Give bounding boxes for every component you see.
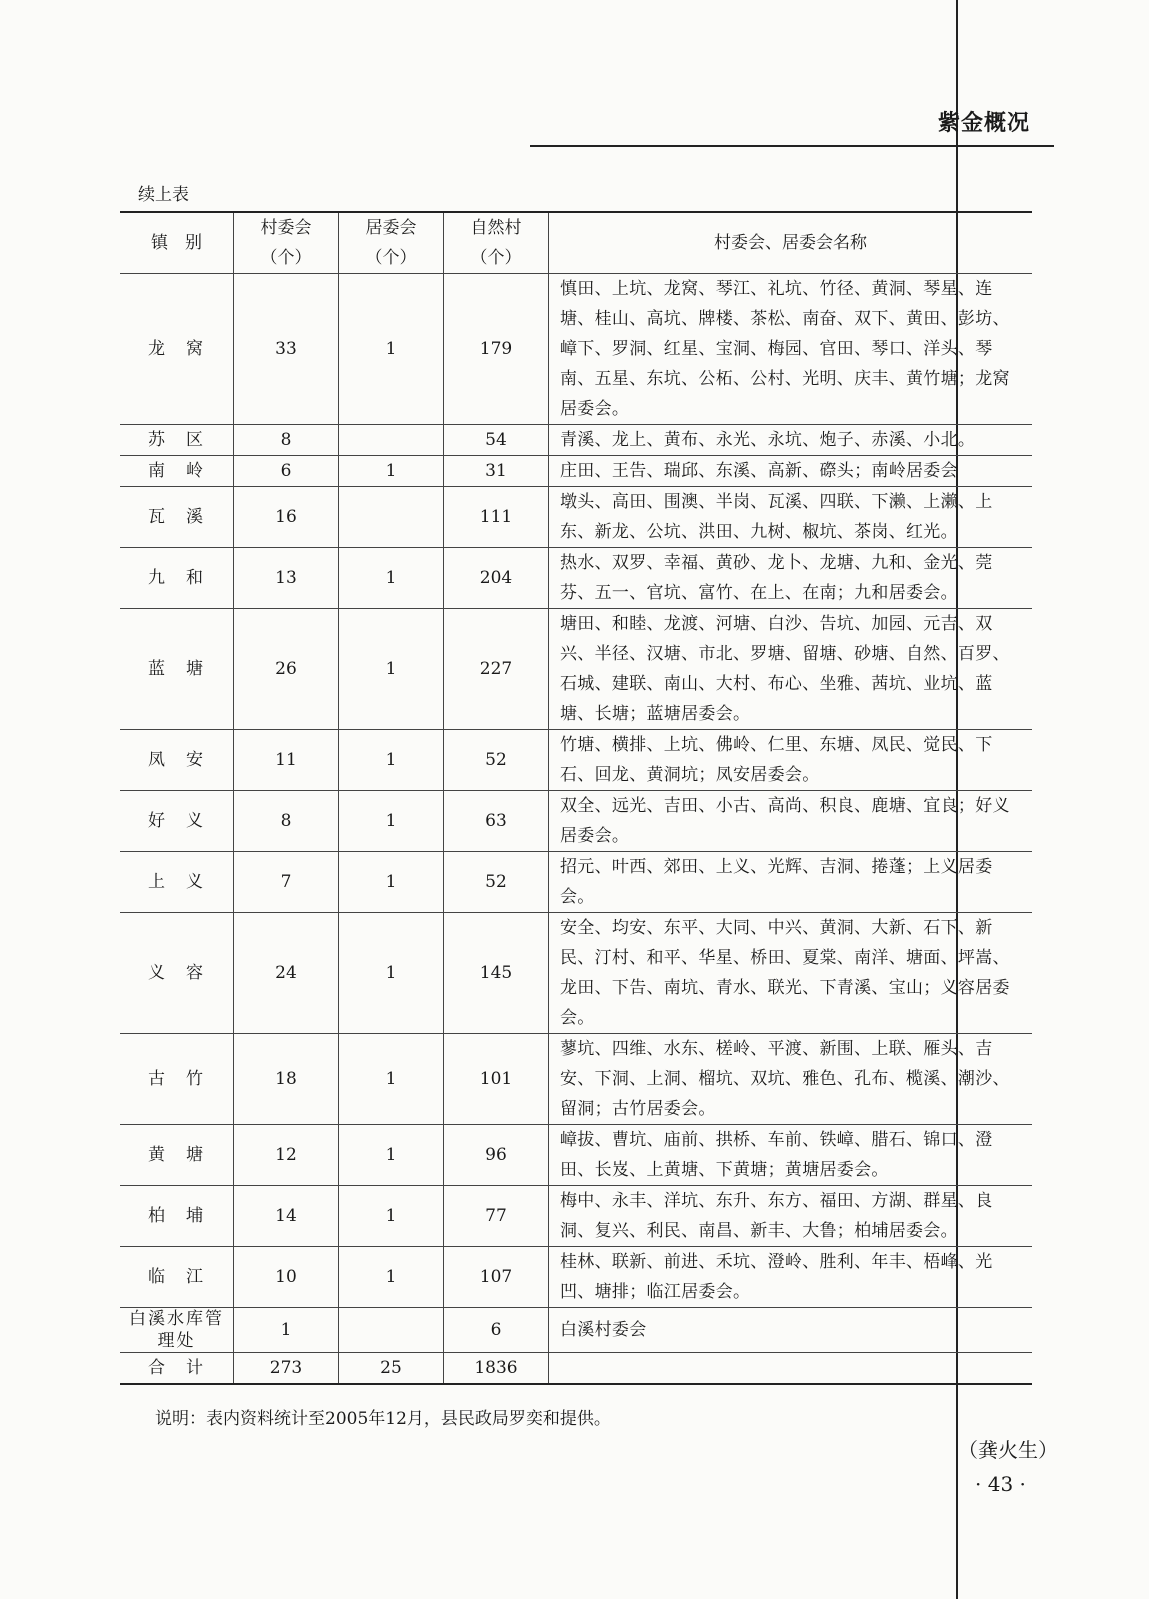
table-row: [120, 274, 1032, 425]
table-row: [120, 548, 1032, 609]
row-residents-committees: 1: [339, 609, 444, 730]
row-town: 龙 窝: [120, 274, 234, 425]
row-natural-villages: 204: [444, 548, 549, 609]
row-residents-committees: 1: [339, 791, 444, 852]
table-row: [120, 913, 1032, 1034]
header-residents-committees-label: 居委会: [365, 218, 417, 238]
table-row: [120, 1353, 1032, 1385]
row-village-committees: 26: [234, 609, 339, 730]
row-village-committees: 273: [234, 1353, 339, 1385]
row-village-committees: 24: [234, 913, 339, 1034]
row-residents-committees: 1: [339, 852, 444, 913]
row-village-committees: 33: [234, 274, 339, 425]
row-village-committees: 11: [234, 730, 339, 791]
row-natural-villages: 52: [444, 730, 549, 791]
row-residents-committees: 1: [339, 548, 444, 609]
row-natural-villages: 227: [444, 609, 549, 730]
row-names: 安全、均安、东平、大同、中兴、黄洞、大新、石下、新民、汀村、和平、华星、桥田、夏棠、南洋、塘面、坪嵩、龙田、下告、南坑、青水、联光、下青溪、宝山；义容居委会。: [549, 913, 1033, 1034]
table-row: [120, 1186, 1032, 1247]
header-village-committees-label: 村委会: [260, 218, 312, 238]
header-town: 镇 别: [120, 212, 234, 274]
row-village-committees: 16: [234, 487, 339, 548]
row-town: 凤 安: [120, 730, 234, 791]
row-natural-villages: 6: [444, 1308, 549, 1353]
row-town: 黄 塘: [120, 1125, 234, 1186]
row-natural-villages: 52: [444, 852, 549, 913]
row-residents-committees: 1: [339, 913, 444, 1034]
row-town: 好 义: [120, 791, 234, 852]
row-natural-villages: 107: [444, 1247, 549, 1308]
villages-table: [120, 211, 1032, 1385]
page-header-title: 紫金概况: [938, 111, 1031, 136]
row-residents-committees: [339, 425, 444, 456]
row-names: 塘田、和睦、龙渡、河塘、白沙、告坑、加园、元吉、双兴、半径、汉塘、市北、罗塘、留塘、砂塘、自然、百罗、石城、建联、南山、大村、布心、坐雅、茜坑、业坑、蓝塘、长塘；蓝塘居委会。: [549, 609, 1033, 730]
row-town: 九 和: [120, 548, 234, 609]
table-row: [120, 487, 1032, 548]
row-names: 梅中、永丰、洋坑、东升、东方、福田、方湖、群星、良洞、复兴、利民、南昌、新丰、大鲁；柏埔居委会。: [549, 1186, 1033, 1247]
row-village-committees: 12: [234, 1125, 339, 1186]
row-names: 竹塘、横排、上坑、佛岭、仁里、东塘、凤民、觉民、下石、回龙、黄洞坑；凤安居委会。: [549, 730, 1033, 791]
table-row: [120, 1034, 1032, 1125]
row-names: 蓼坑、四维、水东、槎岭、平渡、新围、上联、雁头、吉安、下洞、上洞、榴坑、双坑、雅色、孔布、榄溪、潮沙、留洞；古竹居委会。: [549, 1034, 1033, 1125]
header-names: 村委会、居委会名称: [549, 212, 1033, 274]
row-natural-villages: 101: [444, 1034, 549, 1125]
row-natural-villages: 63: [444, 791, 549, 852]
row-residents-committees: 1: [339, 730, 444, 791]
row-town: 临 江: [120, 1247, 234, 1308]
row-residents-committees: 1: [339, 1186, 444, 1247]
row-natural-villages: 145: [444, 913, 549, 1034]
table-row: [120, 425, 1032, 456]
row-names: 双全、远光、吉田、小古、高尚、积良、鹿塘、宜良；好义居委会。: [549, 791, 1033, 852]
row-names: 招元、叶西、郊田、上义、光辉、吉洞、捲蓬；上义居委会。: [549, 852, 1033, 913]
row-village-committees: 8: [234, 791, 339, 852]
row-town: 苏 区: [120, 425, 234, 456]
row-town: 柏 埔: [120, 1186, 234, 1247]
row-village-committees: 7: [234, 852, 339, 913]
row-natural-villages: 179: [444, 274, 549, 425]
table-row: [120, 791, 1032, 852]
row-natural-villages: 1836: [444, 1353, 549, 1385]
header-village-committees-unit: （个）: [260, 248, 312, 268]
table-row: [120, 1125, 1032, 1186]
row-names: 热水、双罗、幸福、黄砂、龙卜、龙塘、九和、金光、莞芬、五一、官坑、富竹、在上、在南；九和居委会。: [549, 548, 1033, 609]
page-number: · 43 ·: [975, 1472, 1026, 1496]
table-row: [120, 609, 1032, 730]
table-row: [120, 730, 1032, 791]
row-names: [549, 1353, 1033, 1385]
row-residents-committees: 25: [339, 1353, 444, 1385]
table-row: [120, 852, 1032, 913]
row-natural-villages: 96: [444, 1125, 549, 1186]
row-village-committees: 1: [234, 1308, 339, 1353]
row-town: 蓝 塘: [120, 609, 234, 730]
row-names: 白溪村委会: [549, 1308, 1033, 1353]
row-natural-villages: 111: [444, 487, 549, 548]
row-village-committees: 6: [234, 456, 339, 487]
row-residents-committees: 1: [339, 1125, 444, 1186]
table-row: [120, 456, 1032, 487]
row-names: 慎田、上坑、龙窝、琴江、礼坑、竹径、黄洞、琴星、连塘、桂山、高坑、牌楼、茶松、南奋、双下、黄田、彭坊、嶂下、罗洞、红星、宝洞、梅园、官田、琴口、洋头、琴南、五星、东坑、公柘、公村、光明、庆丰、黄竹塘；龙窝居委会。: [549, 274, 1033, 425]
row-town: 合 计: [120, 1353, 234, 1385]
table-row: [120, 1308, 1032, 1353]
row-village-committees: 14: [234, 1186, 339, 1247]
row-town: 义 容: [120, 913, 234, 1034]
row-town: 瓦 溪: [120, 487, 234, 548]
table-note: 说明：表内资料统计至2005年12月，县民政局罗奕和提供。: [155, 1409, 611, 1429]
row-town: 南 岭: [120, 456, 234, 487]
header-rule: [530, 145, 1054, 147]
row-names: 桂林、联新、前进、禾坑、澄岭、胜利、年丰、梧峰、光凹、塘排；临江居委会。: [549, 1247, 1033, 1308]
header-natural-villages-unit: （个）: [470, 248, 522, 268]
row-names: 庄田、王告、瑞邱、东溪、高新、磜头；南岭居委会: [549, 456, 1033, 487]
table-caption: 续上表: [138, 185, 189, 205]
row-names: 墩头、高田、围澳、半岗、瓦溪、四联、下濑、上濑、上东、新龙、公坑、洪田、九树、椒坑、茶岗、红光。: [549, 487, 1033, 548]
row-town: 白溪水库管理处: [120, 1308, 234, 1353]
header-natural-villages: [444, 212, 549, 274]
header-natural-villages-label: 自然村: [470, 218, 522, 238]
row-village-committees: 18: [234, 1034, 339, 1125]
row-natural-villages: 31: [444, 456, 549, 487]
row-village-committees: 10: [234, 1247, 339, 1308]
row-names: 青溪、龙上、黄布、永光、永坑、炮子、赤溪、小北。: [549, 425, 1033, 456]
author-signature: （龚火生）: [958, 1438, 1058, 1462]
row-village-committees: 8: [234, 425, 339, 456]
row-town: 上 义: [120, 852, 234, 913]
row-town: 古 竹: [120, 1034, 234, 1125]
header-village-committees: [234, 212, 339, 274]
table-row: [120, 1247, 1032, 1308]
row-natural-villages: 77: [444, 1186, 549, 1247]
row-village-committees: 13: [234, 548, 339, 609]
row-residents-committees: 1: [339, 456, 444, 487]
row-residents-committees: 1: [339, 274, 444, 425]
row-natural-villages: 54: [444, 425, 549, 456]
row-residents-committees: 1: [339, 1034, 444, 1125]
row-residents-committees: [339, 1308, 444, 1353]
row-residents-committees: 1: [339, 1247, 444, 1308]
table-header-row: [120, 212, 1032, 274]
row-names: 嶂拔、曹坑、庙前、拱桥、车前、铁嶂、腊石、锦口、澄田、长岌、上黄塘、下黄塘；黄塘居委会。: [549, 1125, 1033, 1186]
header-residents-committees-unit: （个）: [365, 248, 417, 268]
header-residents-committees: [339, 212, 444, 274]
row-residents-committees: [339, 487, 444, 548]
